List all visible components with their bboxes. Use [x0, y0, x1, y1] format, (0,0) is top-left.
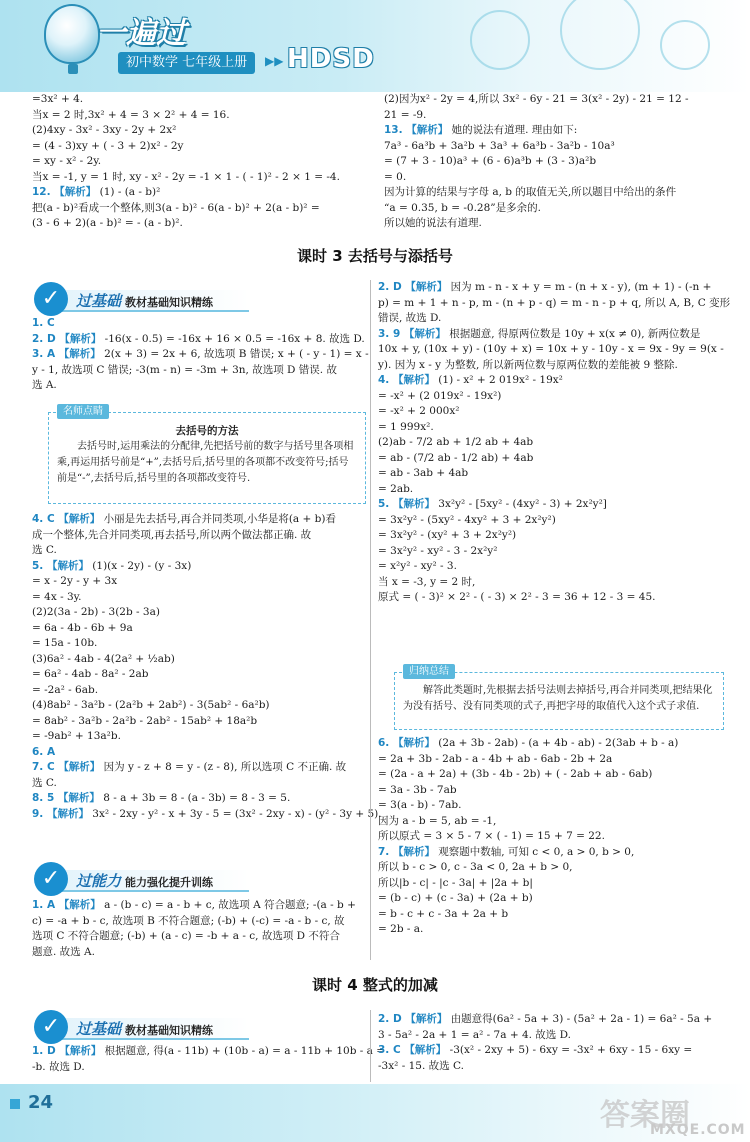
answer-line: 因为计算的结果与字母 a, b 的取值无关,所以题目中给出的条件	[384, 186, 677, 198]
question-number: 1. A	[32, 899, 59, 911]
banner-main: 过基础	[76, 1020, 122, 1038]
answer-line: = -9ab² + 13a²b.	[32, 730, 121, 742]
answer-line: 所以她的说法有道理.	[384, 217, 482, 229]
answer-line: = ab - (7/2 ab - 1/2 ab) + 4ab	[378, 451, 534, 464]
brand-logo: HDSD	[287, 44, 375, 74]
answer-line: 13. 【解析】 她的说法有道理. 理由如下:	[384, 124, 578, 136]
analysis-tag: 【解析】	[59, 1045, 102, 1057]
lesson3-left-answers-c	[32, 898, 372, 960]
question-number: 13.	[384, 124, 407, 136]
analysis-tag: 【解析】	[406, 124, 449, 136]
answer-line: 当x = -1, y = 1 时, xy - x² - 2y = -1 × 1 - ( - 1)² - 2 × 1 = -4.	[32, 170, 340, 183]
analysis-tag: 【解析】	[46, 807, 89, 820]
answer-line: 2. D 【解析】 由题意得(6a² - 5a + 3) - (5a² + 2a - 1) = 6a² - 5a +	[378, 1013, 713, 1025]
analysis-tag: 【解析】	[405, 281, 448, 293]
answer-line	[32, 316, 372, 332]
summary-box	[394, 666, 724, 730]
question-number: 3. C	[378, 1044, 405, 1056]
answer-line: 3. 9 【解析】 根据题意, 得原两位数是 10y + x(x ≠ 0), 新两位数是	[378, 327, 701, 340]
answer-line: = 15a - 10b.	[32, 637, 98, 649]
answer-line: -b. 故选 D.	[32, 1060, 85, 1073]
banner-main: 过基础	[76, 292, 122, 310]
answer-line: = -2a² - 6ab.	[32, 683, 99, 696]
checkmark-icon: ✓	[34, 282, 68, 316]
column-divider	[370, 1010, 371, 1082]
answer-line: = 2ab.	[378, 482, 414, 495]
answer-line: -3x² - 15. 故选 C.	[378, 1059, 464, 1072]
question-number: 5.	[32, 559, 47, 572]
question-number: 2. D	[378, 281, 406, 293]
page-marker-icon	[10, 1099, 20, 1109]
answer-line: y). 因为 x - y 为整数, 所以新两位数与原两位数的差能被 9 整除.	[378, 358, 678, 371]
section-banner-basic	[34, 286, 249, 314]
answer-line: = -x² + 2 000x²	[378, 405, 460, 417]
answer-line: (2)因为x² - 2y = 4,所以 3x² - 6y - 21 = 3(x² - 2y) - 21 = 12 -	[384, 93, 689, 105]
book-subtitle: 初中数学 七年级上册	[118, 52, 255, 74]
answer-line: = 3a - 3b - 7ab	[378, 783, 457, 796]
answer-line: = (2a - a + 2a) + (3b - 4b - 2b) + ( - 2ab + ab - 6ab)	[378, 768, 653, 780]
answer-line: 3. C 【解析】 -3(x² - 2xy + 5) - 6xy = -3x² + 6xy - 15 - 6xy =	[378, 1044, 693, 1056]
analysis-tag: 【解析】	[58, 761, 101, 773]
answer-line: 选 C.	[32, 776, 57, 789]
analysis-tag: 【解析】	[59, 332, 102, 345]
column-divider	[370, 280, 371, 960]
answer-line: 2. D 【解析】 -16(x - 0.5) = -16x + 16 × 0.5 = -16x + 8. 故选 D.	[32, 332, 365, 345]
analysis-tag: 【解析】	[405, 1013, 448, 1025]
analysis-tag: 【解析】	[58, 348, 101, 360]
answer-line: 5. 【解析】 3x²y² - [5xy² - (4xy² - 3) + 2x²y²]	[378, 498, 607, 510]
answer-line: “a = 0.35, b = -0.28”是多余的.	[384, 201, 541, 214]
answer-line: 当x = 2 时,3x² + 4 = 3 × 2² + 4 = 16.	[32, 108, 230, 121]
answer-line: = (4 - 3)xy + ( - 3 + 2)x² - 2y	[32, 139, 184, 152]
question-number: 3. A	[32, 348, 59, 360]
answer-line: 5. 【解析】 (1)(x - 2y) - (y - 3x)	[32, 559, 192, 572]
answer-line: 成一个整体,先合并同类项,再去括号,所以两个做法都正确. 故	[32, 528, 312, 541]
answer-line: 选 C.	[32, 544, 57, 556]
answer-line: 6. 【解析】 (2a + 3b - 2ab) - (a + 4b - ab) - 2(3ab + b - a)	[378, 737, 679, 749]
answer-line: 错误, 故选 D.	[378, 312, 442, 324]
question-number: 3. 9	[378, 327, 404, 340]
question-number: 7. C	[32, 761, 59, 773]
answer-line: 原式 = ( - 3)² × 2² - ( - 3) × 2² - 3 = 36 + 12 - 3 = 45.	[378, 591, 656, 603]
answer-line: (3 - 6 + 2)(a - b)² = - (a - b)².	[32, 217, 183, 229]
answer-line: 所以 b - c > 0, c - 3a < 0, 2a + b > 0,	[378, 861, 573, 873]
lesson3-right-answers	[378, 280, 731, 606]
answer-line: 所以原式 = 3 × 5 - 7 × ( - 1) = 15 + 7 = 22.	[378, 830, 605, 842]
summary-text: 解答此类题时,先根据去括号法则去掉括号,再合并同类项,把结果化为没有括号、没有同类项的式子,再把字母的取值代入这个式子求值.	[403, 685, 713, 712]
answer-line: (2)2(3a - 2b) - 3(2b - 3a)	[32, 606, 160, 618]
answer-line: = (7 + 3 - 10)a³ + (6 - 6)a³b + (3 - 3)a²b	[384, 155, 597, 167]
decorative-circle	[660, 20, 710, 70]
arrow-icon: ▶▶	[265, 54, 284, 68]
watermark-url: MXQE.COM	[650, 1122, 746, 1138]
answer-line: = (b - c) + (c - 3a) + (2a + b)	[378, 892, 533, 904]
answer-line	[32, 745, 372, 761]
lesson4-left-answers	[32, 1044, 386, 1075]
answer-line: (2)4xy - 3x² - 3xy - 2y + 2x²	[32, 124, 177, 136]
tip-title: 去括号的方法	[175, 425, 239, 437]
decorative-circle	[560, 0, 640, 70]
section-banner-ability	[34, 866, 249, 894]
answer-line: 选 A.	[32, 379, 57, 391]
answer-line: = 3x²y² - (5xy² - 4xy² + 3 + 2x²y²)	[378, 513, 556, 526]
page-header	[0, 0, 750, 92]
answer-line: 2. D 【解析】 因为 m - n - x + y = m - (n + x - y), (m + 1) - (-n +	[378, 281, 712, 293]
answer-line: 9. 【解析】 3x² - 2xy - y² - x + 3y - 5 = (3x² - 2xy - x) - (y² - 3y + 5).	[32, 807, 382, 820]
answer-line: 7. 【解析】 观察题中数轴, 可知 c < 0, a > 0, b > 0,	[378, 845, 635, 858]
checkmark-icon: ✓	[34, 862, 68, 896]
answer-line: = x²y² - xy² - 3.	[378, 560, 457, 572]
answer-line: = 2b - a.	[378, 923, 424, 935]
decorative-circle	[470, 10, 530, 70]
answer-line: = -x² + (2 019x² - 19x²)	[378, 389, 502, 402]
tip-box	[48, 406, 366, 504]
answer-line: 把(a - b)²看成一个整体,则3(a - b)² - 6(a - b)² + 2(a - b)² =	[32, 201, 320, 214]
question-number: 8. 5	[32, 792, 58, 804]
answer-line: = 3(a - b) - 7ab.	[378, 799, 462, 811]
answer-line: 7a³ - 6a³b + 3a²b + 3a³ + 6a³b - 3a²b - 10a³	[384, 139, 615, 152]
answer-line: (3)6a² - 4ab - 4(2a² + ½ab)	[32, 652, 175, 665]
analysis-tag: 【解析】	[54, 186, 97, 198]
lesson3-left-answers-a	[32, 316, 372, 394]
answer-line: = 6a² - 4ab - 8a² - 2ab	[32, 668, 149, 680]
logo-text: 一遍过	[96, 16, 186, 51]
answer-line: p) = m + 1 + n - p, m - (n + p - q) = m - n - p + q, 所以 A, B, C 变形	[378, 296, 731, 309]
answer-line: =3x² + 4.	[32, 93, 84, 105]
answer-line: = 3x²y² - (xy² + 3 + 2x²y²)	[378, 529, 517, 541]
question-number: 1. C	[32, 317, 55, 329]
analysis-tag: 【解析】	[58, 513, 101, 525]
answer-line: = x - 2y - y + 3x	[32, 575, 118, 587]
answer-line: = 8ab² - 3a²b - 2a²b - 2ab² - 15ab² + 18a²b	[32, 714, 258, 727]
question-number: 12.	[32, 186, 55, 198]
answer-line: 7. C 【解析】 因为 y - z + 8 = y - (z - 8), 所以选项 C 不正确. 故	[32, 761, 347, 773]
answer-line: 当 x = -3, y = 2 时,	[378, 575, 476, 588]
question-number: 4. C	[32, 513, 59, 525]
question-number: 9.	[32, 807, 47, 820]
answer-line: 21 = -9.	[384, 108, 427, 121]
answer-line: 1. A 【解析】 a - (b - c) = a - b + c, 故选项 A 符合题意; -(a - b +	[32, 899, 356, 911]
analysis-tag: 【解析】	[392, 498, 435, 510]
answer-line: c) = -a + b - c, 故选项 B 不符合题意; (-b) + (-c) = -a - b - c, 故	[32, 914, 345, 927]
lesson3-right-answers-b	[378, 736, 728, 938]
question-number: 6.	[378, 737, 393, 749]
question-number: 2. D	[32, 332, 60, 345]
analysis-tag: 【解析】	[392, 737, 435, 749]
analysis-tag: 【解析】	[392, 845, 435, 858]
top-right-answers	[384, 92, 729, 232]
lesson3-left-answers-b	[32, 512, 382, 822]
page-number: 24	[28, 1092, 54, 1113]
answer-line: 10x + y, (10x + y) - (10y + x) = 10x + y - 10y - x = 9x - 9y = 9(x -	[378, 343, 724, 355]
answer-line: y - 1, 故选项 C 错误; -3(m - n) = -3m + 3n, 故选项 D 错误. 故	[32, 363, 337, 376]
banner-sub: 教材基础知识精练	[125, 1024, 214, 1037]
answer-line: = 1 999x².	[378, 420, 434, 433]
question-number: 2. D	[378, 1013, 406, 1025]
lesson4-right-answers	[378, 1012, 728, 1074]
answer-line: 因为 a - b = 5, ab = -1,	[378, 814, 497, 827]
analysis-tag: 【解析】	[58, 899, 101, 911]
answer-line: = 6a - 4b - 6b + 9a	[32, 621, 133, 634]
summary-label: 归纳总结	[403, 664, 455, 679]
answer-line: = 3x²y² - xy² - 3 - 2x²y²	[378, 544, 498, 557]
answer-line: (4)8ab² - 3a²b - (2a²b + 2ab²) - 3(5ab² - 6a²b)	[32, 699, 270, 711]
analysis-tag: 【解析】	[403, 327, 446, 340]
banner-sub: 能力强化提升训练	[125, 876, 214, 889]
answer-line: 选项 C 不符合题意; (-b) + (a - c) = -b + a - c, 故选项 D 不符合	[32, 930, 340, 942]
banner-sub: 教材基础知识精练	[125, 296, 214, 309]
checkmark-icon: ✓	[34, 1010, 68, 1044]
answer-line: 题意. 故选 A.	[32, 945, 95, 958]
answer-line: 12. 【解析】 (1) - (a - b)²	[32, 186, 161, 198]
answer-line: = 2a + 3b - 2ab - a - 4b + ab - 6ab - 2b + 2a	[378, 752, 613, 765]
question-number: 6. A	[32, 745, 56, 758]
watermark-logo: 答案圈	[600, 1098, 690, 1133]
section-banner-basic-2	[34, 1014, 249, 1042]
answer-line: 1. D 【解析】 根据题意, 得(a - 11b) + (10b - a) = a - 11b + 10b - a =	[32, 1045, 386, 1057]
question-number: 4.	[378, 374, 393, 386]
analysis-tag: 【解析】	[57, 792, 100, 804]
answer-line: 所以|b - c| - |c - 3a| + |2a + b|	[378, 876, 533, 889]
lesson-4-title: 课时 4 整式的加减	[312, 976, 438, 994]
balloon-logo-icon	[44, 4, 100, 64]
answer-line: 8. 5 【解析】 8 - a + 3b = 8 - (a - 3b) = 8 - 3 = 5.	[32, 792, 291, 804]
answer-line: 3. A 【解析】 2(x + 3) = 2x + 6, 故选项 B 错误; x + ( - y - 1) = x -	[32, 348, 369, 360]
top-left-answers	[32, 92, 372, 232]
analysis-tag: 【解析】	[46, 559, 89, 572]
tip-label: 名师点睛	[57, 404, 109, 419]
banner-main: 过能力	[76, 872, 122, 890]
tip-text: 去括号时,运用乘法的分配律,先把括号前的数字与括号里各项相乘,再运用括号前是“+”,去括号后,括号里的各项都不改变符号;括号前是“-”,去括号后,括号里的各项都改变符号.	[57, 441, 354, 484]
answer-line: = ab - 3ab + 4ab	[378, 467, 469, 479]
answer-line: 4. 【解析】 (1) - x² + 2 019x² - 19x²	[378, 374, 563, 386]
analysis-tag: 【解析】	[404, 1044, 447, 1056]
analysis-tag: 【解析】	[392, 374, 435, 386]
answer-line: = xy - x² - 2y.	[32, 155, 102, 167]
answer-line: 4. C 【解析】 小丽是先去括号,再合并同类项,小华是将(a + b)看	[32, 513, 336, 525]
answer-line: (2)ab - 7/2 ab + 1/2 ab + 4ab	[378, 436, 534, 448]
answer-line: = b - c + c - 3a + 2a + b	[378, 907, 509, 920]
answer-line: = 0.	[384, 170, 407, 183]
answer-line: 3 - 5a² - 2a + 1 = a² - 7a + 4. 故选 D.	[378, 1028, 572, 1041]
question-number: 1. D	[32, 1045, 60, 1057]
question-number: 7.	[378, 845, 393, 858]
lesson-3-title: 课时 3 去括号与添括号	[297, 247, 453, 265]
question-number: 5.	[378, 498, 393, 510]
answer-line: = 4x - 3y.	[32, 590, 82, 603]
